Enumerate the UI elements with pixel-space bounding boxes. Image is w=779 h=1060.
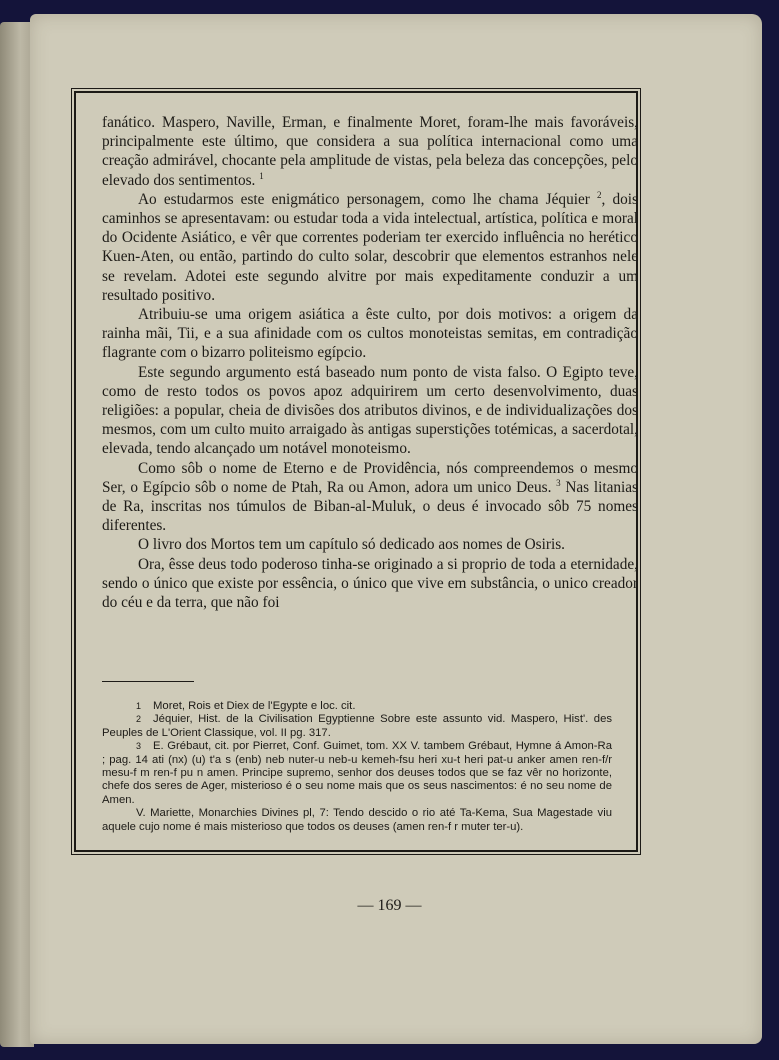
footnote-ref-2: 2 xyxy=(597,189,602,200)
footnote-number: 1 xyxy=(136,701,142,711)
footnote-number: 2 xyxy=(136,714,142,725)
footnote-3 xyxy=(102,740,612,807)
paragraph-1-text: fanático. Maspero, Naville, Erman, e finalmente Moret, foram-lhe mais favoráveis, principalmente este último, que considera a sua política internacional como uma creação admirável, chocante pela amplitude de vistas, pela beleza das concepções, pelo elevado dos sentimentos. xyxy=(102,114,638,189)
paragraph-4: Este segundo argumento está baseado num ponto de vista falso. O Egipto teve, como de resto todos os povos apoz adquirirem um certo desenvolvimento, duas religiões: a popular, cheia de divisões dos atributos divinos, e de individualizações dos mesmos, com um culto muito arraigado às antigas superstições totémicas, a sacerdotal, elevada, tendo alcançado um notável monoteismo. xyxy=(102,363,638,458)
footnote-ref-3: 3 xyxy=(556,477,561,488)
footnote-text: Jéquier, Hist. de la Civilisation Egyptienne Sobre este assunto vid. Maspero, Hist'. des Peuples de L'Orient Classique, vol. II pg. 317. xyxy=(102,713,612,739)
paragraph-5-text-a: Como sôb o nome de Eterno e de Providência, nós compreendemos o mesmo Ser, o Egípcio sôb o nome de Ptah, Ra ou Amon, adora um unico Deus. xyxy=(102,459,638,496)
book-spine-edge xyxy=(0,22,34,1047)
paragraph-5 xyxy=(102,459,638,536)
paragraph-3: Atribuiu-se uma origem asiática a êste culto, por dois motivos: a origem da rainha mãi, Tii, e a sua afinidade com os cultos monoteistas semitas, em contradição flagrante com o bizarro politeismo egípcio. xyxy=(102,306,638,362)
footnote-ref-1: 1 xyxy=(259,170,264,181)
footnote-4: V. Mariette, Monarchies Divines pl, 7: Tendo descido o rio até Ta-Kema, Sua Magestade viu aquele cujo nome é mais misterioso que todos os deuses (amen ren-f r muter ter-u). xyxy=(102,807,612,833)
paragraph-1 xyxy=(102,113,638,190)
paragraph-6: O livro dos Mortos tem um capítulo só dedicado aos nomes de Osiris. xyxy=(138,536,565,554)
paragraph-2-text-a: Ao estudarmos este enigmático personagem, como lhe chama Jéquier xyxy=(138,190,590,208)
footnotes xyxy=(102,700,612,834)
page-number: — 169 — xyxy=(357,897,422,914)
paragraph-2-text-b: , dois caminhos se apresentavam: ou estudar toda a vida intelectual, artística, política e moral do Ocidente Asiático, e vêr que correntes poderiam ter exercido influência no herético Kuen-Aten, ou então, partindo do culto solar, descobrir que elementos estranhos nele se revelam. Adotei este segundo alvitre por mais expeditamente conduzir a um resultado positivo. xyxy=(102,190,638,304)
paragraph-7: Ora, êsse deus todo poderoso tinha-se originado a si proprio de toda a eternidade, sendo o único que existe por essência, o único que vive em substância, o unico creador do céu e da terra, que não foi xyxy=(102,555,638,612)
footnote-2 xyxy=(102,713,612,740)
paragraph-5-text-b: Nas litanias de Ra, inscritas nos túmulos de Biban-al-Muluk, o deus é invocado sôb 75 nomes diferentes. xyxy=(102,478,639,535)
footnote-text: E. Grébaut, cit. por Pierret, Conf. Guimet, tom. XX V. tambem Grébaut, Hymne á Amon-Ra ; pag. 14 ati (nx) (u) t'a s (enb) neb nuter-u neb-u kemeh-fsu heri xu-t heri pat-u anker amen ren-f/r mesu-f m ren-f pu n amen. Principe supremo, senhor dos deuses todos que se faz vêr no horizonte, chefe dos seres de Ager, misterioso é o seu nome mais que os seus nascimentos: é no seu nome de Amen. xyxy=(102,740,612,806)
footnote-divider xyxy=(102,681,194,682)
footnote-1 xyxy=(102,700,612,713)
main-text xyxy=(102,113,638,612)
footnote-number: 3 xyxy=(136,741,142,752)
paragraph-2 xyxy=(102,190,638,305)
footnote-text: Moret, Rois et Diex de l'Egypte e loc. cit. xyxy=(153,700,356,712)
